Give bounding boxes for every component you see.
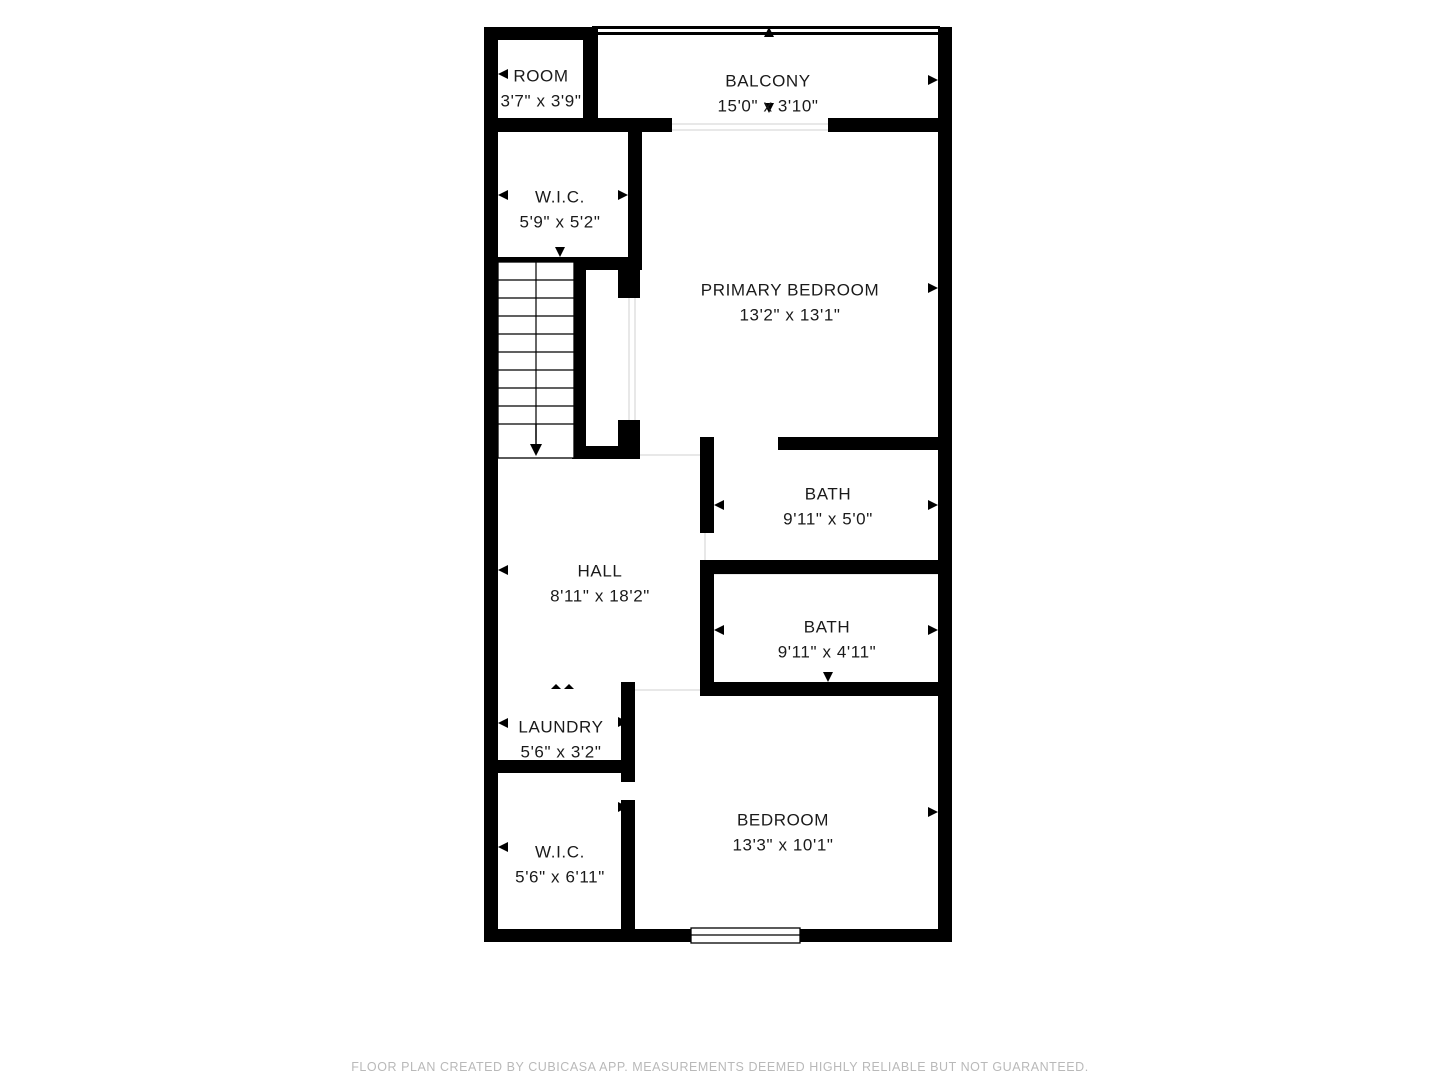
room-dimensions: 15'0" x 3'10"	[717, 96, 819, 115]
room-name: BALCONY	[725, 71, 811, 91]
walls	[484, 26, 952, 942]
room-dimensions: 5'6" x 6'11"	[515, 867, 605, 886]
room-name: LAUNDRY	[518, 717, 604, 737]
room-name: W.I.C.	[535, 187, 585, 207]
room-name: BEDROOM	[736, 810, 830, 830]
room-name: ROOM	[513, 66, 569, 86]
room-dimensions: 9'11" x 4'11"	[777, 642, 877, 661]
room-dimensions: 5'9" x 5'2"	[519, 212, 601, 231]
room-name: PRIMARY BEDROOM	[700, 280, 880, 300]
room-name: HALL	[577, 561, 623, 581]
room-dimensions: 13'3" x 10'1"	[732, 835, 834, 854]
footer-credit: FLOOR PLAN CREATED BY CUBICASA APP. MEASUREMENTS DEEMED HIGHLY RELIABLE BUT NOT GUARANTEED.	[351, 1060, 1089, 1074]
staircase	[498, 262, 574, 458]
room-dimensions: 5'6" x 3'2"	[520, 742, 602, 761]
room-dimensions: 3'7" x 3'9"	[500, 91, 582, 110]
room-name: BATH	[803, 617, 851, 637]
room-name: W.I.C.	[535, 842, 585, 862]
room-name: BATH	[804, 484, 852, 504]
room-dimensions: 8'11" x 18'2"	[550, 586, 650, 605]
bottom-window	[691, 928, 800, 943]
door-markers	[498, 27, 938, 939]
room-dimensions: 9'11" x 5'0"	[783, 509, 873, 528]
room-dimensions: 13'2" x 13'1"	[739, 305, 841, 324]
thin-guide-lines	[497, 27, 940, 936]
